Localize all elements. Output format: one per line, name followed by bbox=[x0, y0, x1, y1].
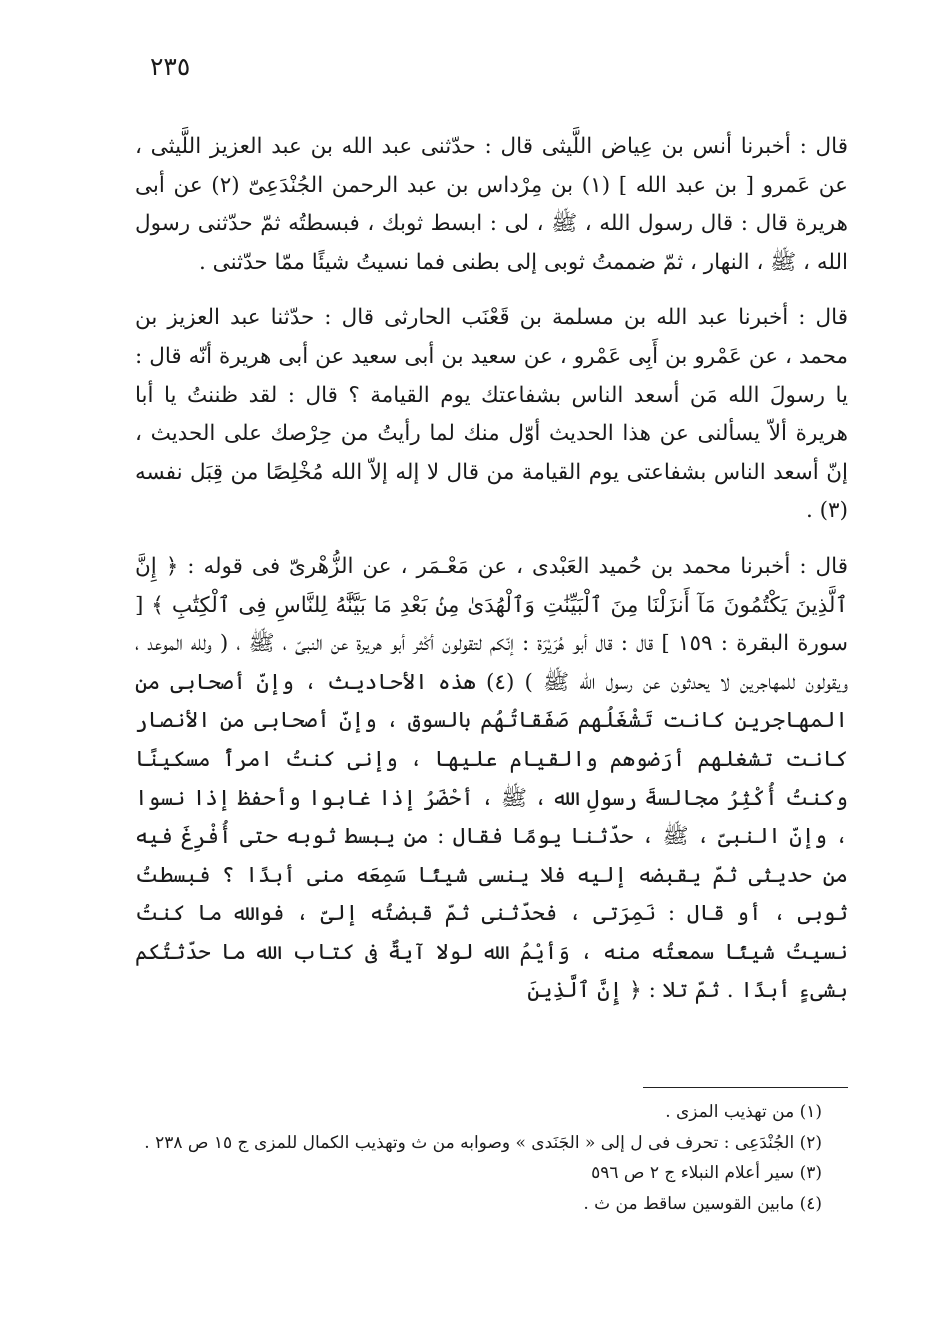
footnote-3: (٣) سير أعلام النبلاء ج ٢ ص ٥٩٦ bbox=[591, 1163, 822, 1183]
page-number: ٢٣٥ bbox=[150, 52, 191, 81]
paragraph-1: قال : أخبرنا أنس بن عِياض اللَّيثى قال : حدّثنى عبد الله بن عبد العزيز اللَّيثى ، عن عَمرو [ بن عبد الله ] (١) بن مِرْداس بن عبد الرحمن الجُنْدَعِىّ (٢) عن أبى هريرة قال : قال رسول الله ، ﷺ ، لى : ابسط ثوبك ، فبسطتُه ثمّ حدّثنى رسول الله ، ﷺ ، النهار ، ثمّ ضممتُ ثوبى إلى بطنى فما نسيتُ شيئًا ممّا حدّثنى . bbox=[135, 134, 848, 275]
footnote-4: (٤) مابين القوسين ساقط من ث . bbox=[583, 1193, 822, 1214]
footnotes bbox=[130, 1098, 848, 1219]
main-text bbox=[135, 128, 848, 1011]
paragraph-2: قال : أخبرنا عبد الله بن مسلمة بن قَعْنَب الحارثى قال : حدّثنا عبد العزيز بن محمد ، عن عَمْرو بن أَبِى عَمْرو ، عن سعيد بن أبى سعيد عن أبى هريرة أنّه قال : يا رسولَ الله مَن أسعد الناس بشفاعتك يوم القيامة ؟ قال : لقد ظننتُ يا أبا هريرة ألاّ يسألنى عن هذا الحديث أوّل منك لما رأيتُ من حِرْصك على الحديث ، إنّ أسعد الناس بشفاعتى يوم القيامة من قال لا إله إلاّ الله مُخْلِصًا من قِبَل نفسه (٣) . bbox=[135, 305, 848, 524]
footnote-1: (١) من تهذيب المزى . bbox=[665, 1102, 822, 1122]
footnote-2: (٢) الجُنْدَعِى : تحرف فى ل إلى « الجَنَدى » وصوابه من ث وتهذيب الكمال للمزى ج ١٥ ص ٢٣٨ . bbox=[144, 1132, 822, 1153]
paragraph-3: قال : أخبرنا محمد بن حُميد العَبْدى ، عن مَعْـمَر ، عن الزُّهْرىّ فى قوله : ﴿ إِنَّ ٱلَّذِينَ يَكْتُمُونَ مَآ أَنزَلْنَا مِنَ ٱلْبَيِّنَٰتِ وَٱلْهُدَىٰ مِنۢ بَعْدِ مَا بَيَّنَّٰهُ لِلنَّاسِ فِى ٱلْكِتَٰبِ ﴾ [ سورة البقرة : ١٥٩ ] قال : قال أبو هُرَيْرَة : إنّكم لتقولون أكْثر أبو هريرة عن النبىّ ، ﷺ ، ( ولله الموعد ، ويقولون للمهاجرين لا يحدثون عن رسول الله ﷺ ) (٤) هذه الأحاديث ، وإنّ أصحابى من المهاجرين كانت تَشْغَلُهم صَفَقاتُهُم بالسوق ، وإنّ أصحابى من الأنصار كانت تشغلهم أرَضوهم والقيام عليها ، وإنى كنتُ امرأً مسكينًا وكنتُ أُكْثِرُ مجالسةَ رسولِ الله ، ﷺ ، أحْضَرُ إذا غابوا وأحفظ إذا نسوا ، وإنّ النبىّ ، ﷺ ، حدّثنا يومًا فقال : من يبسط ثوبه حتى أُفْرِغَ فيه من حديثى ثمّ يقبضه إليه فلا ينسى شيئًا سَمِعَه منى أبدًا ؟ فبسطتُ ثوبى ، أو قال : نَمِرَتى ، فحدّثنى ثمّ قبضتُه إلىّ ، فوالله ما كنتُ نسيتُ شيئًا سمعتُه منه ، وَأيْمُ الله لولا آيةٌ فى كتاب الله ما حدّثتُكم بشىءٍ أبدًا . ثمّ تلا : ﴿ إِنَّ ٱلَّذِينَ bbox=[135, 553, 849, 1004]
footnote-divider bbox=[643, 1087, 848, 1088]
